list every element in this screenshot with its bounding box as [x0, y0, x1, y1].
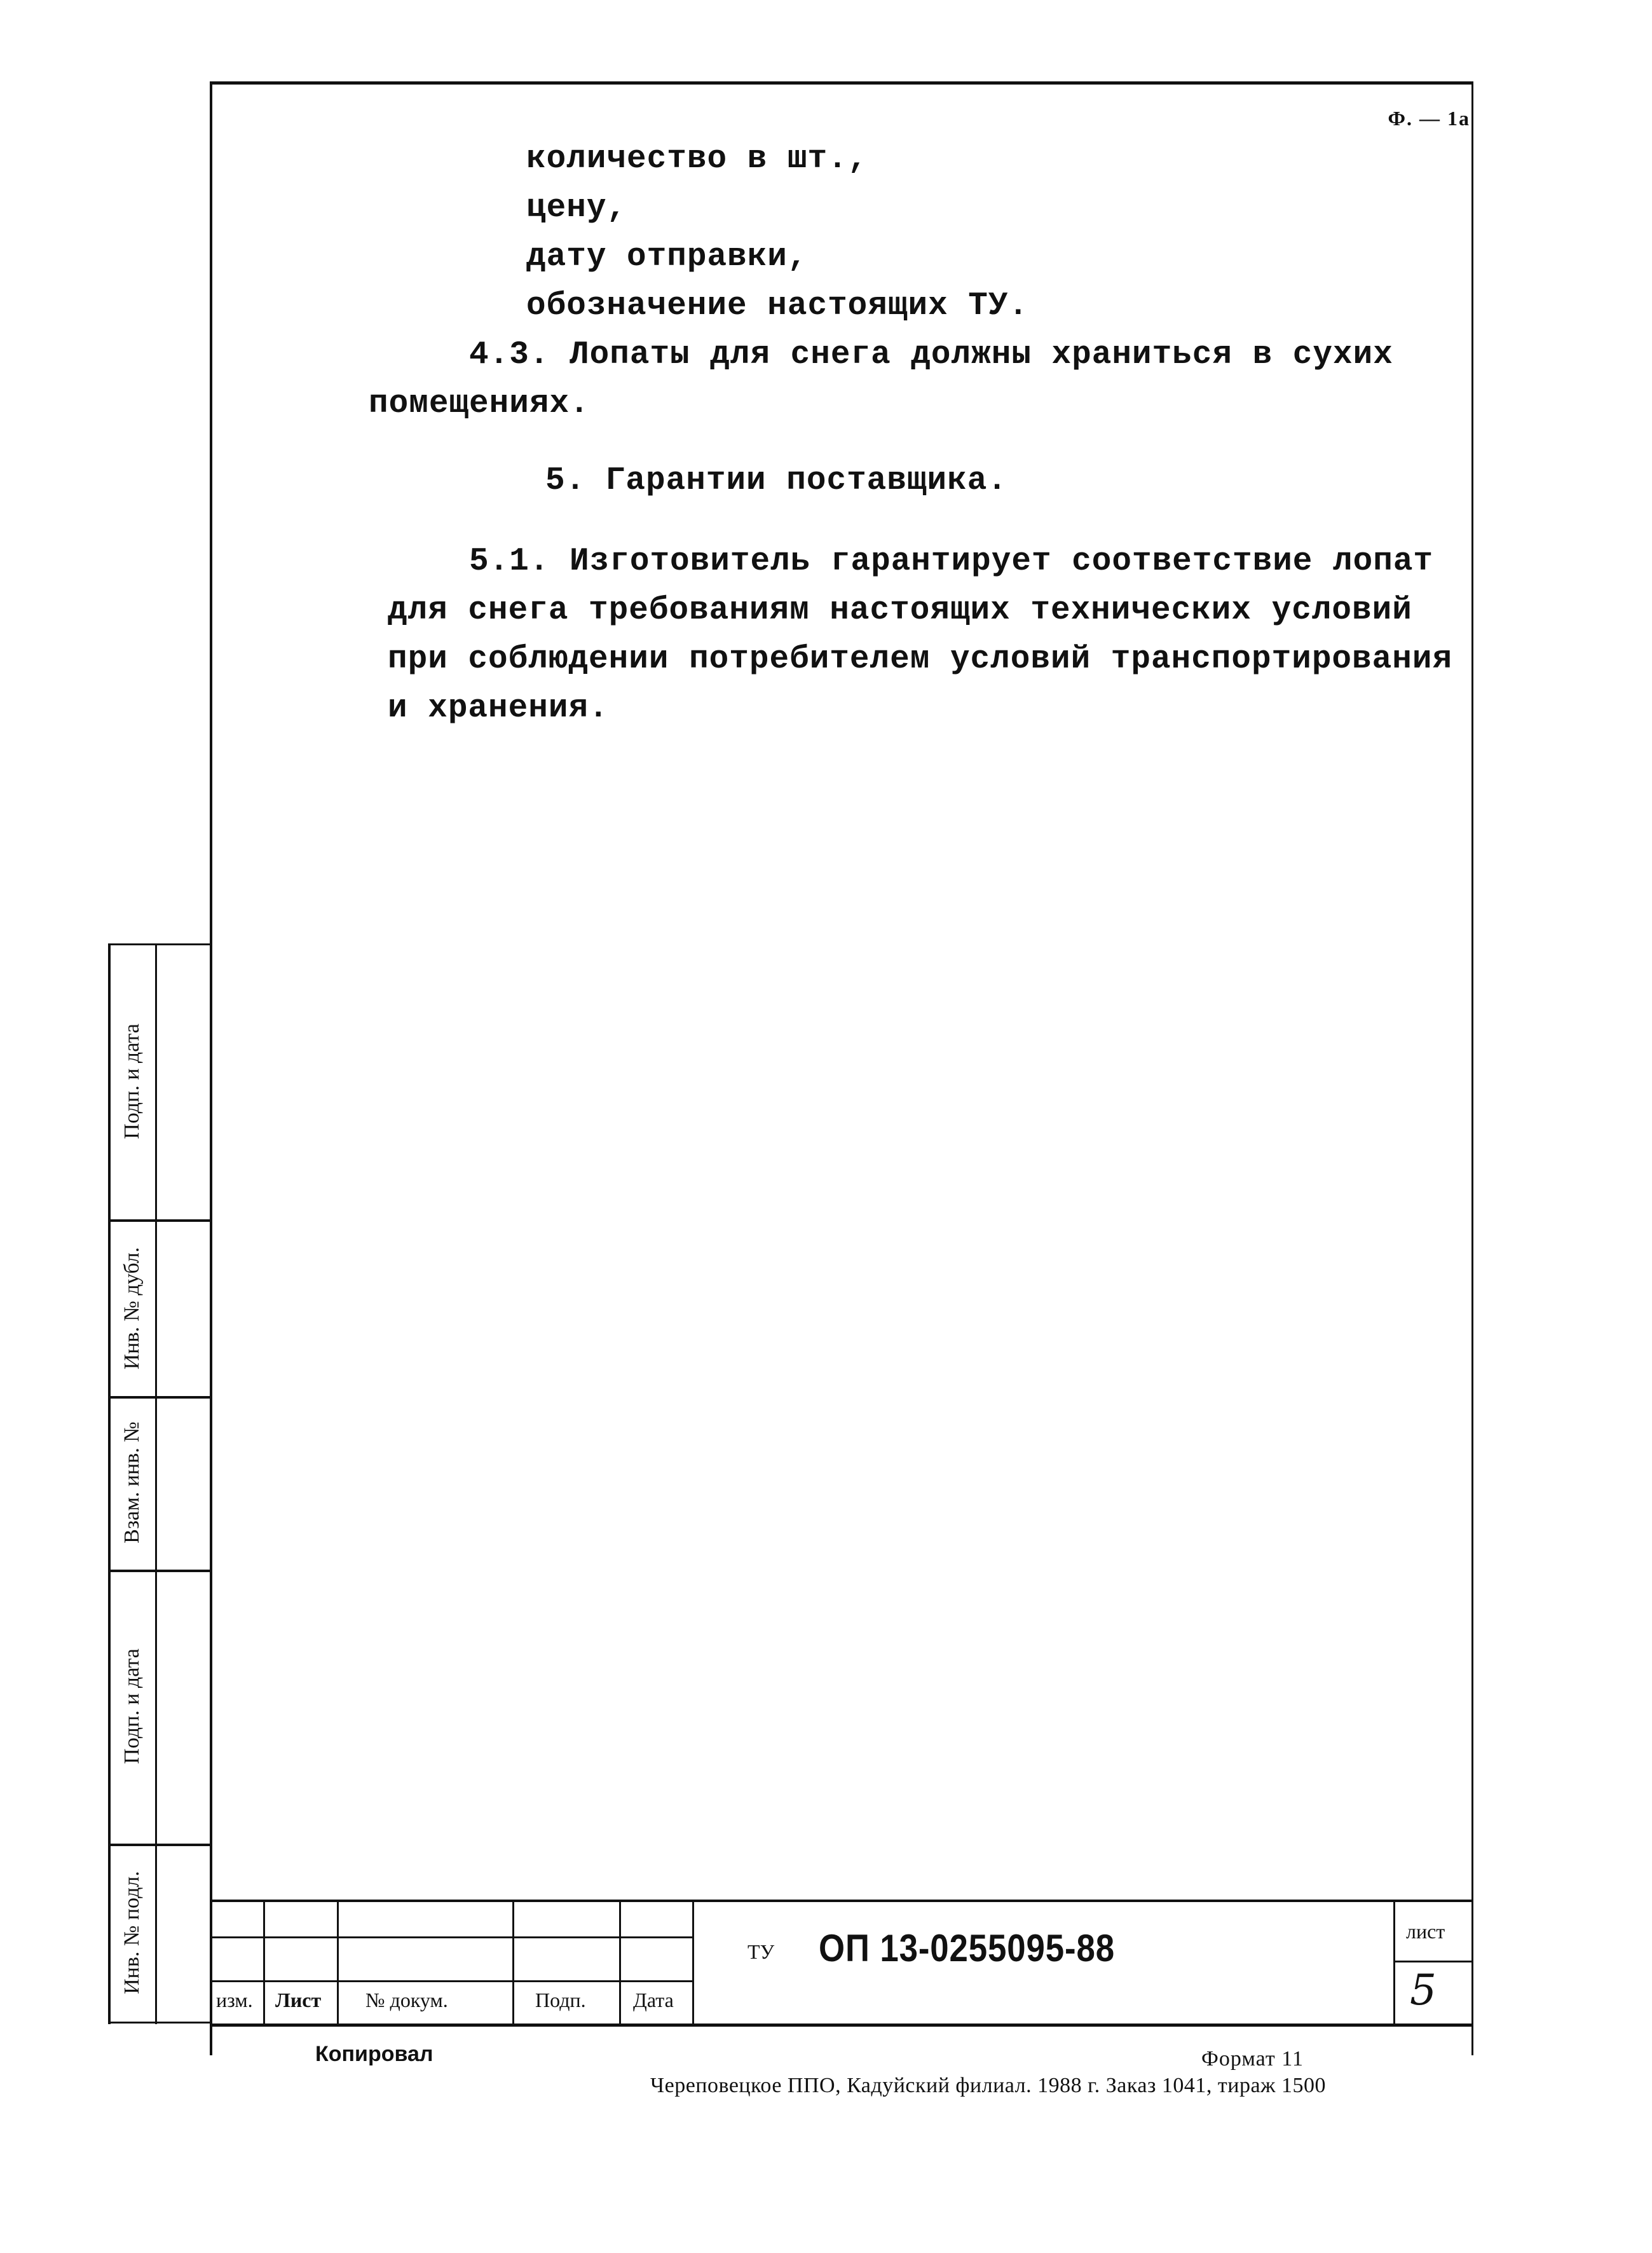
- column-label-change: изм.: [216, 1989, 253, 2011]
- sheet-label: лист: [1406, 1920, 1445, 1943]
- page-frame: [210, 81, 1473, 2055]
- body-line-price: цену,: [526, 190, 627, 226]
- column-label-sheet: Лист: [275, 1989, 322, 2011]
- paragraph-5-1-line-3: при соблюдении потребителем условий транспортирования: [388, 641, 1453, 678]
- margin-field-sign-date-2: Подп. и дата: [120, 1648, 144, 1764]
- margin-field-duplicate-inventory: Инв. № дубл.: [120, 1247, 144, 1370]
- copied-by-label: Копировал: [315, 2042, 433, 2066]
- margin-field-original-inventory: Инв. № подл.: [120, 1871, 144, 1994]
- margin-field-replacement-inventory: Взам. инв. №: [120, 1421, 144, 1544]
- section-5-heading: 5. Гарантии поставщика.: [545, 463, 1007, 499]
- column-label-date: Дата: [633, 1989, 674, 2011]
- format-label: Формат 11: [1201, 2047, 1304, 2071]
- paragraph-4-3-line-1: 4.3. Лопаты для снега должны храниться в сухих: [469, 337, 1393, 373]
- paragraph-4-3-line-2: помещениях.: [369, 386, 590, 422]
- sheet-number: 5: [1410, 1966, 1437, 2015]
- paragraph-5-1-line-2: для снега требованиям настоящих технических условий: [388, 592, 1412, 629]
- body-line-quantity: количество в шт.,: [526, 141, 868, 177]
- column-label-signature: Подп.: [535, 1989, 586, 2011]
- form-code: Ф. — 1а: [1388, 107, 1470, 130]
- document-code: ОП 13-0255095-88: [819, 1927, 1115, 1969]
- column-label-document-number: № докум.: [365, 1989, 448, 2011]
- tu-prefix: ТУ: [747, 1940, 775, 1963]
- printer-imprint: Череповецкое ППО, Кадуйский филиал. 1988 г. Заказ 1041, тираж 1500: [650, 2074, 1327, 2097]
- paragraph-5-1-line-1: 5.1. Изготовитель гарантирует соответствие лопат: [469, 544, 1434, 580]
- margin-field-sign-date-1: Подп. и дата: [120, 1024, 144, 1139]
- body-line-designation: обозначение настоящих ТУ.: [526, 288, 1029, 324]
- paragraph-5-1-line-4: и хранения.: [388, 690, 609, 727]
- body-line-ship-date: дату отправки,: [526, 239, 808, 275]
